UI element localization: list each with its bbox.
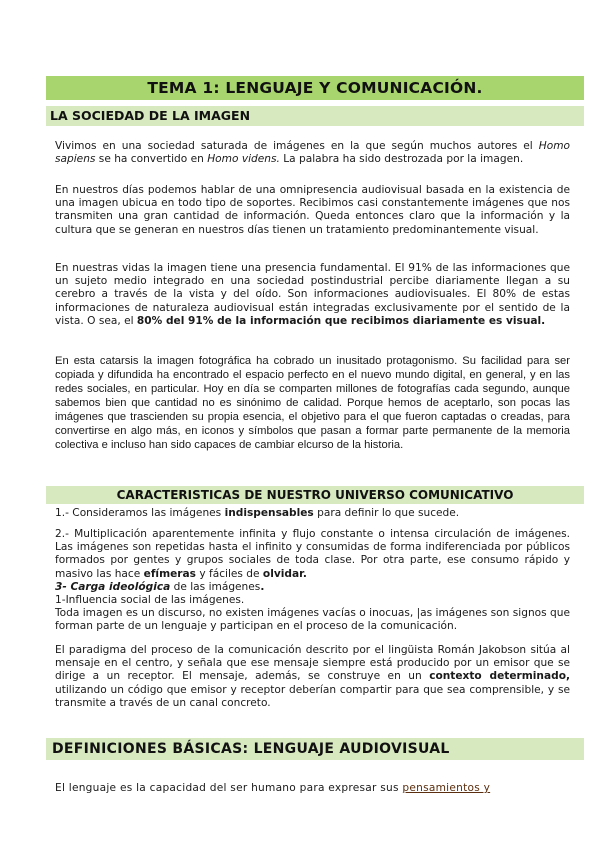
paragraph-discurso: Toda imagen es un discurso, no existen imágenes vacías o inocuas, |as imágenes son signos que forman parte de un lenguaje y participan en el proceso de la comunicación.: [55, 607, 570, 633]
paragraph-fotografia: En esta catarsis la imagen fotográfica ha cobrado un inusitado protagonismo. Su facilidad para ser copiada y difundida ha encontrado el espacio perfecto en el nuevo mundo digital, en general, y en las redes sociales, en particular. Hoy en día se comparten millones de fotografías cada segundo, aunque sabemos bien que cantidad no es sinónimo de calidad. Porque hemos de aceptarlo, son pocas las imágenes que trascienden su propia esencia, el objetivo para el que fueron captadas o creadas, para convertirse en algo más, en iconos y símbolos que pasan a formar parte permanente de la memoria colectiva e incluso han sido capaces de cambiar elcurso de la historia.: [55, 355, 570, 451]
list-item-1: 1.- Consideramos las imágenes indispensables para definir lo que sucede.: [55, 507, 460, 519]
list-item-4: 1-Influencia social de las imágenes.: [55, 594, 245, 607]
bold-term: olvidar.: [262, 567, 307, 580]
italic-term: Homo videns.: [207, 153, 280, 166]
section-heading-sociedad-imagen: [46, 106, 584, 126]
paragraph-lenguaje: El lenguaje es la capacidad del ser humano para expresar sus pensamientos y: [55, 782, 491, 794]
section-heading-text: LA SOCIEDAD DE LA IMAGEN: [50, 108, 251, 123]
list-item-2: 2.- Multiplicación aparentemente infinita y flujo constante o intensa circulación de imágenes. Las imágenes son repetidas hasta el infinito y consumidas de forma indiferenciada por públicos formados por gentes y grupos sociales de toda clase. Por otra parte, ese consumo rápido y masivo las hace efímeras y fáciles de olvidar.: [55, 528, 570, 580]
paragraph-estadisticas: En nuestras vidas la imagen tiene una presencia fundamental. El 91% de las informaciones que un sujeto medio integrado en una sociedad postindustrial percibe diariamente llegan a su cerebro a través de la vista y del oído. Son informaciones audiovisuales. El 80% de estas informaciones de naturaleza audiovisual están integradas exclusivamente por el sentido de la vista. O sea, el 80% del 91% de la información que recibimos diariamente es visual.: [55, 262, 570, 327]
paragraph-jakobson: El paradigma del proceso de la comunicación descrito por el lingüista Román Jakobson sitúa al mensaje en el centro, y señala que ese mensaje siempre está producido por un emisor que se dirige a un receptor. El mensaje, además, se construye en un contexto determinado, utilizando un código que emisor y receptor deberían compartir para que sea comprensible, y se transmite a través de un canal concreto.: [55, 644, 570, 709]
bold-term: indispensables: [224, 507, 314, 519]
paragraph-omnipresencia: En nuestros días podemos hablar de una omnipresencia audiovisual basada en la existencia de una imagen ubicua en todo tipo de soportes. Recibimos casi constantemente imágenes que nos transmiten una gran cantidad de información. Queda entonces claro que la información y la cultura que se generan en nuestros días tienen un tratamiento predominantemente visual.: [55, 184, 570, 236]
italic-term: Homo sapiens: [55, 140, 570, 166]
section-heading-definiciones: DEFINICIONES BÁSICAS: LENGUAJE AUDIOVISUAL: [46, 738, 584, 760]
list-block: [55, 528, 570, 634]
paragraph-intro: Vivimos en una sociedad saturada de imágenes en la que según muchos autores el Homo sapiens se ha convertido en Homo videns. La palabra ha sido destrozada por la imagen.: [55, 140, 570, 166]
section-heading-caracteristicas: CARACTERISTICAS DE NUESTRO UNIVERSO COMUNICATIVO: [46, 486, 584, 504]
page-title: TEMA 1: LENGUAJE Y COMUNICACIÓN.: [46, 76, 584, 100]
bold-term: contexto determinado,: [429, 670, 570, 683]
underlined-term: pensamientos y: [402, 782, 491, 794]
bold-highlight: 80% del 91% de la información que recibimos diariamente es visual.: [136, 314, 546, 327]
list-item-3: 3- Carga ideológica de las imágenes.: [55, 580, 265, 593]
bold-term: efímeras: [143, 567, 196, 580]
